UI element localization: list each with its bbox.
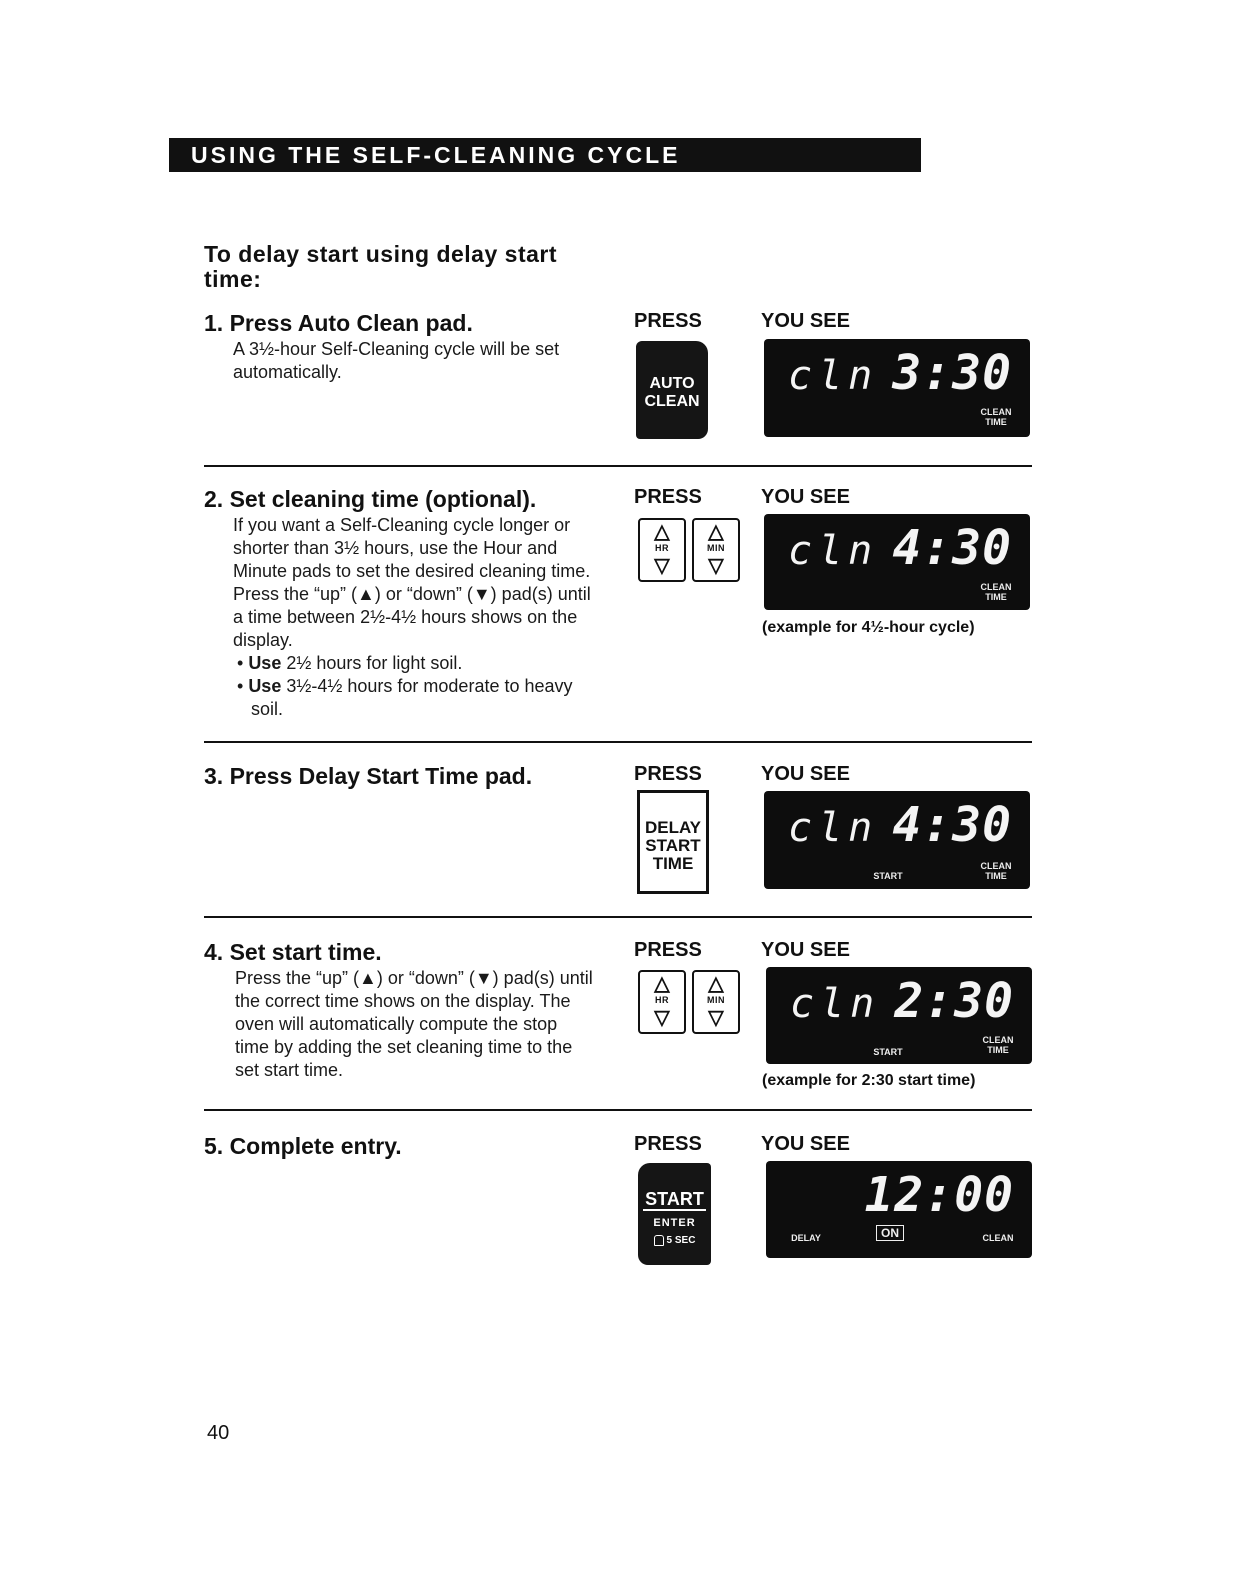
clean-time-indicator: CLEAN TIME [980,861,1012,881]
you-see-heading: YOU SEE [761,1133,850,1155]
you-see-heading: YOU SEE [761,763,850,785]
display-time: 4:30 [892,797,1012,853]
minute-down-arrow-icon[interactable]: ▽ [708,555,724,577]
minute-pad[interactable] [692,970,740,1034]
display-mode: cln [788,528,879,574]
display-time: 12:00 [864,1167,1014,1223]
display-caption: (example for 4½-hour cycle) [762,619,975,636]
start-indicator: START [873,1047,903,1057]
press-heading: PRESS [634,1133,702,1155]
step-title: 1. Press Auto Clean pad. [204,310,473,336]
hour-label: HR [655,995,669,1005]
on-indicator: ON [876,1225,904,1241]
step-title: 2. Set cleaning time (optional). [204,486,537,512]
clean-time-indicator: CLEAN TIME [980,407,1012,427]
delay-start-time-pad[interactable] [637,790,709,894]
step-text: If you want a Self-Cleaning cycle longer or shorter than 3½ hours, use the Hour and Minute pads to set the desired cleaning time. Press the “up” (▲) or “down” (▼) pad(s) until a time between 2½-4½ hours shows on the display. [233,515,591,650]
oven-display [764,514,1030,610]
display-mode: cln [788,805,879,851]
minute-down-arrow-icon[interactable]: ▽ [708,1007,724,1029]
bullet-item: • Use 2½ hours for light soil. [237,653,463,673]
step-body [233,514,593,721]
start-enter-pad[interactable] [638,1163,711,1265]
hour-up-arrow-icon[interactable]: △ [654,521,670,543]
oven-display [764,339,1030,437]
clean-indicator: CLEAN [982,1233,1014,1243]
hour-pad[interactable] [638,518,686,582]
step-title: 3. Press Delay Start Time pad. [204,763,533,789]
display-time: 4:30 [892,520,1012,576]
step-5 [204,1133,1034,1273]
auto-clean-pad[interactable] [636,341,708,439]
you-see-heading: YOU SEE [761,486,850,508]
hour-up-arrow-icon[interactable]: △ [654,973,670,995]
step-3 [204,763,1034,913]
clean-time-indicator: CLEAN TIME [980,582,1012,602]
hour-label: HR [655,543,669,553]
divider [204,465,1032,467]
bullet-lead: Use [248,653,282,673]
bullet-text: 3½-4½ hours for moderate to heavy soil. [251,676,573,719]
display-caption: (example for 2:30 start time) [762,1072,976,1089]
display-mode: cln [788,353,879,399]
step-1 [204,310,1034,460]
press-heading: PRESS [634,310,702,332]
hour-down-arrow-icon[interactable]: ▽ [654,1007,670,1029]
step-body: A 3½-hour Self-Cleaning cycle will be set automatically. [233,339,560,382]
section-banner: USING THE SELF-CLEANING CYCLE [169,138,921,172]
pad-label-line1: START [645,1189,704,1209]
minute-up-arrow-icon[interactable]: △ [708,973,724,995]
hour-minute-pads [638,970,742,1034]
divider [204,916,1032,918]
lock-icon [654,1235,664,1246]
bullet-item: • Use 3½-4½ hours for moderate to heavy soil. [237,676,573,719]
divider [204,741,1032,743]
you-see-heading: YOU SEE [761,939,850,961]
display-time: 3:30 [892,345,1012,401]
step-4 [204,939,1034,1104]
clean-time-indicator: CLEAN TIME [982,1035,1014,1055]
pad-label-line3: TIME [652,854,694,873]
oven-display [766,967,1032,1064]
pad-label-line2: START [645,836,701,855]
delay-indicator: DELAY [791,1233,821,1243]
pad-label-line1: DELAY [644,818,702,837]
pad-sublabel: 5 SEC [666,1235,696,1246]
pad-label-line3 [638,1233,711,1249]
hour-pad[interactable] [638,970,686,1034]
intro-heading: To delay start using delay start time: [204,241,558,292]
press-heading: PRESS [634,939,702,961]
step-title: 4. Set start time. [204,939,382,965]
step-title: 5. Complete entry. [204,1133,402,1159]
hour-down-arrow-icon[interactable]: ▽ [654,555,670,577]
oven-display [766,1161,1032,1258]
press-heading: PRESS [634,763,702,785]
start-indicator: START [873,871,903,881]
minute-label: MIN [707,995,725,1005]
pad-label-line1: AUTO [649,375,695,392]
pad-label-line2: ENTER [653,1217,696,1229]
oven-display [764,791,1030,889]
step-2 [204,486,1034,736]
minute-label: MIN [707,543,725,553]
bullet-lead: Use [248,676,282,696]
minute-pad[interactable] [692,518,740,582]
display-mode: cln [790,981,881,1027]
press-heading: PRESS [634,486,702,508]
page-number: 40 [207,1422,230,1444]
bullet-text: 2½ hours for light soil. [281,653,463,673]
divider [204,1109,1032,1111]
pad-label-line2: CLEAN [644,393,700,410]
hour-minute-pads [638,518,742,582]
minute-up-arrow-icon[interactable]: △ [708,521,724,543]
step-body: Press the “up” (▲) or “down” (▼) pad(s) until the correct time shows on the display. The oven will automatically compute the stop time by adding the set cleaning time to the set start time. [235,968,593,1080]
you-see-heading: YOU SEE [761,310,850,332]
display-time: 2:30 [894,973,1014,1029]
